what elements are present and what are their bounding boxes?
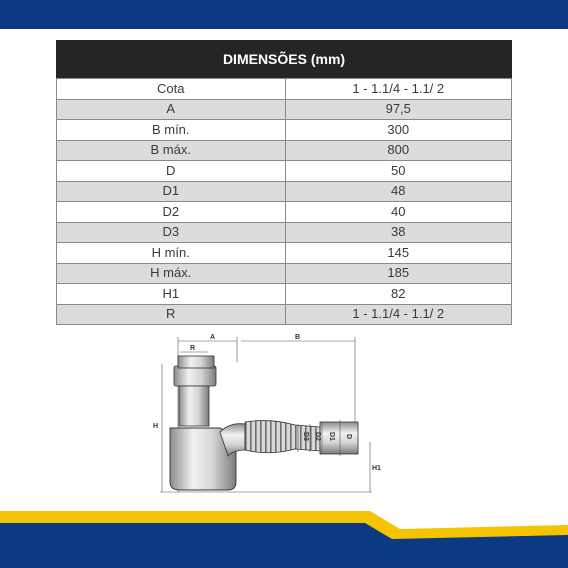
table-row — [57, 222, 512, 243]
row-label: H mín. — [57, 243, 286, 264]
table-row — [57, 140, 512, 161]
row-value: 48 — [285, 181, 512, 202]
top-nut — [174, 366, 216, 386]
row-label: D — [57, 161, 286, 182]
dim-label-a: A — [210, 334, 216, 341]
row-value: 82 — [285, 284, 512, 305]
table-row — [57, 263, 512, 284]
row-label: D2 — [57, 202, 286, 223]
table-row — [57, 243, 512, 264]
table-row — [57, 304, 512, 325]
row-label: B mín. — [57, 120, 286, 141]
bottom-brand-band — [0, 505, 568, 568]
table-row — [57, 99, 512, 120]
row-value: 1 - 1.1/4 - 1.1/ 2 — [285, 304, 512, 325]
row-value: 300 — [285, 120, 512, 141]
row-label: D3 — [57, 222, 286, 243]
table-row — [57, 79, 512, 100]
table-row — [57, 161, 512, 182]
dim-label-h1: H1 — [372, 465, 381, 472]
row-label: R — [57, 304, 286, 325]
row-value: 40 — [285, 202, 512, 223]
table-row — [57, 202, 512, 223]
row-value: 800 — [285, 140, 512, 161]
dim-label-b: B — [295, 334, 301, 341]
row-value: 1 - 1.1/4 - 1.1/ 2 — [285, 79, 512, 100]
dim-label-d1: D1 — [328, 432, 335, 441]
row-value: 97,5 — [285, 99, 512, 120]
top-thread — [178, 356, 214, 368]
vertical-tube — [179, 386, 209, 426]
row-value: 185 — [285, 263, 512, 284]
row-label: D1 — [57, 181, 286, 202]
row-label: Cota — [57, 79, 286, 100]
row-value: 50 — [285, 161, 512, 182]
top-brand-band — [0, 0, 568, 29]
row-label: A — [57, 99, 286, 120]
table-row — [57, 284, 512, 305]
row-label: H máx. — [57, 263, 286, 284]
dimensions-grid — [56, 78, 512, 325]
dimensions-table — [56, 40, 512, 325]
dim-label-h: H — [153, 423, 159, 430]
row-label: H1 — [57, 284, 286, 305]
table-row — [57, 120, 512, 141]
row-value: 38 — [285, 222, 512, 243]
dim-label-d2: D2 — [314, 432, 321, 441]
dim-label-d: D — [345, 434, 352, 440]
table-row — [57, 181, 512, 202]
dim-label-r: R — [190, 345, 196, 352]
table-title: DIMENSÕES (mm) — [56, 40, 512, 78]
dim-label-d3: D3 — [302, 432, 309, 441]
row-label: B máx. — [57, 140, 286, 161]
row-value: 145 — [285, 243, 512, 264]
siphon-technical-drawing — [150, 332, 380, 502]
